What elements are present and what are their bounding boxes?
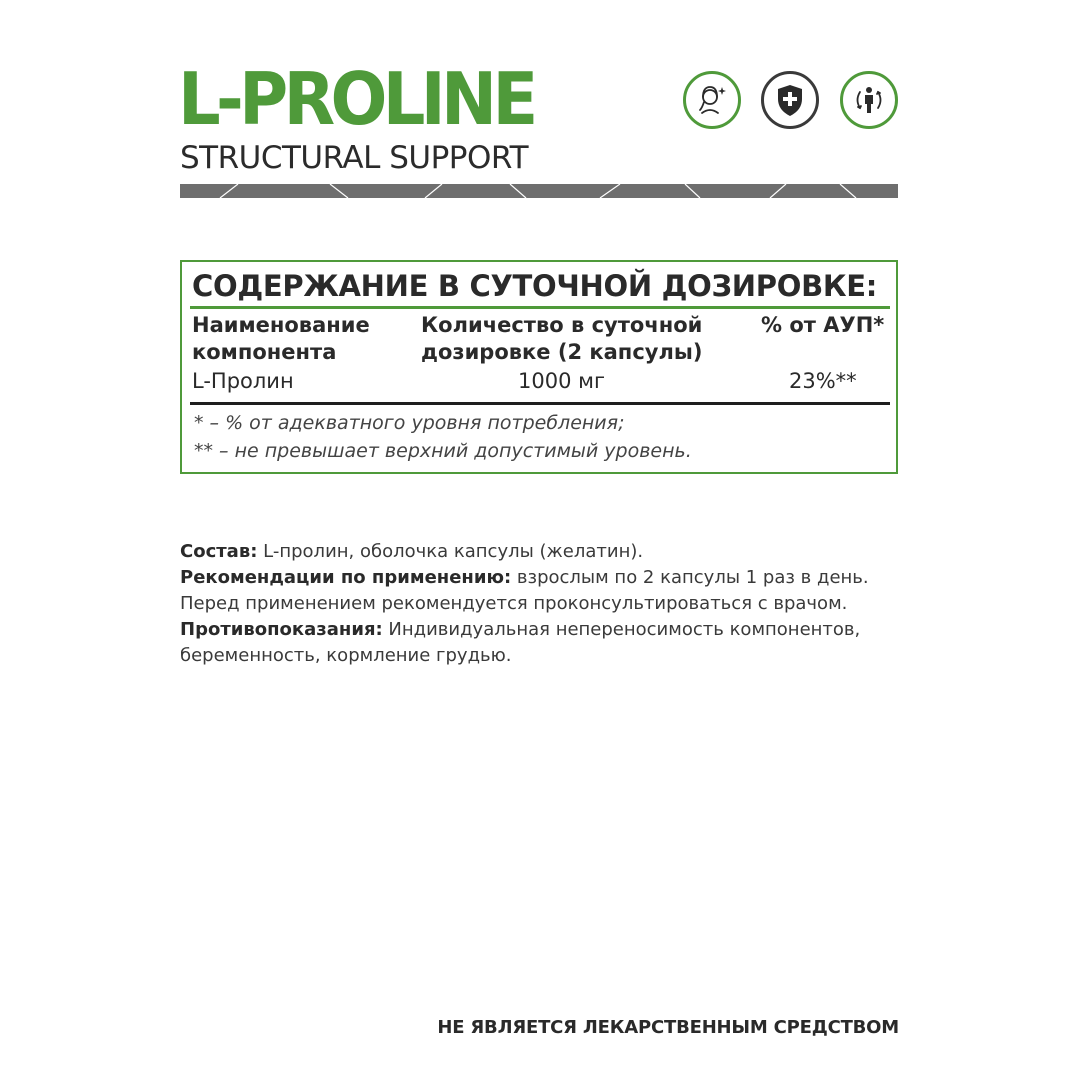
decorative-stripe [180, 184, 898, 198]
usage-line-2: Перед применением рекомендуется проконсультироваться с врачом. [180, 593, 848, 614]
body-recovery-icon [840, 71, 898, 129]
usage-label: Рекомендации по применению: [180, 567, 512, 588]
composition-text: L-пролин, оболочка капсулы (желатин). [257, 541, 644, 562]
dosage-table-box [180, 260, 898, 474]
contraindications-text: Индивидуальная непереносимость компонентов, [382, 619, 861, 640]
table-bottom-divider [190, 402, 890, 405]
contraindications-label: Противопоказания: [180, 619, 383, 640]
row-percent: 23%** [789, 369, 857, 393]
usage-text: взрослым по 2 капсулы 1 раз в день. [511, 567, 869, 588]
disclaimer: НЕ ЯВЛЯЕТСЯ ЛЕКАРСТВЕННЫМ СРЕДСТВОМ [437, 1017, 899, 1038]
row-amount: 1000 мг [518, 369, 605, 393]
composition-label: Состав: [180, 541, 258, 562]
composition-line [180, 539, 643, 565]
contraindications-line [180, 617, 860, 643]
table-header-divider [190, 306, 890, 309]
product-subtitle: STRUCTURAL SUPPORT [180, 140, 529, 176]
contraindications-line-2: беременность, кормление грудью. [180, 645, 512, 666]
header-component: Наименование компонента [192, 313, 370, 364]
skin-beauty-icon [683, 71, 741, 129]
footnote-2: ** – не превышает верхний допустимый уровень. [194, 440, 692, 462]
header-amount: Количество в суточной дозировке (2 капсулы) [421, 313, 703, 364]
header-percent: % от АУП* [761, 313, 885, 337]
usage-line [180, 565, 869, 591]
row-component: L-Пролин [192, 369, 294, 393]
product-title: L-PROLINE [178, 57, 534, 141]
footnote-1: * – % от адекватного уровня потребления; [194, 412, 625, 434]
dosage-table-title: СОДЕРЖАНИЕ В СУТОЧНОЙ ДОЗИРОВКЕ: [192, 269, 878, 303]
immune-shield-icon [761, 71, 819, 129]
